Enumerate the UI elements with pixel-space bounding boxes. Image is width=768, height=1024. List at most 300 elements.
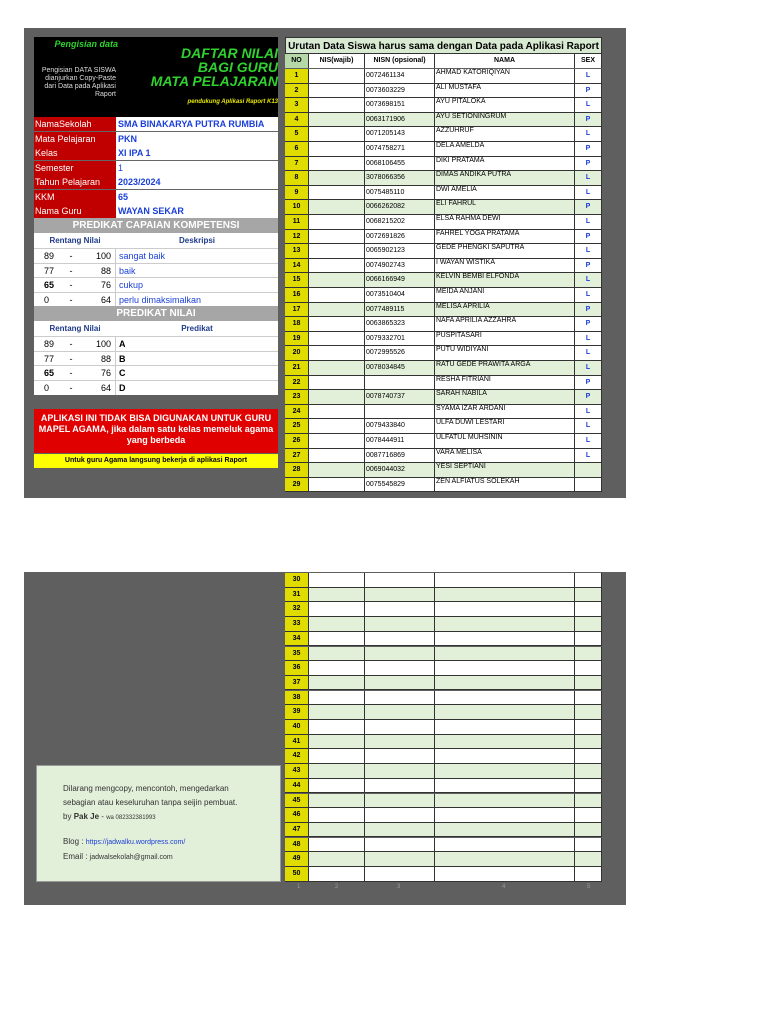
range-row <box>34 336 278 351</box>
range-text[interactable]: C <box>119 368 126 378</box>
range-low[interactable]: 77 <box>44 265 55 276</box>
nis-cell[interactable] <box>309 617 365 631</box>
row-number: 25 <box>285 419 309 433</box>
notice-email: Email : jadwalsekolah@gmail.com <box>63 852 173 861</box>
nis-cell[interactable] <box>309 749 365 763</box>
nama-cell[interactable] <box>435 647 575 661</box>
nis-cell[interactable] <box>309 98 365 112</box>
info-value[interactable]: PKN <box>116 132 278 146</box>
range-text[interactable]: B <box>119 353 126 364</box>
nisn-cell[interactable]: 3078066356 <box>365 171 435 185</box>
table-row <box>285 157 602 172</box>
sex-cell[interactable] <box>575 691 602 705</box>
nisn-cell[interactable]: 0079332701 <box>365 332 435 346</box>
nama-cell[interactable] <box>435 705 575 719</box>
sex-cell[interactable] <box>575 720 602 734</box>
nama-cell[interactable]: VARA MELISA <box>435 449 575 463</box>
nis-cell[interactable] <box>309 647 365 661</box>
table-row <box>285 419 602 434</box>
sex-cell[interactable]: P <box>575 230 602 244</box>
nisn-cell[interactable]: 0069044032 <box>365 463 435 477</box>
nama-cell[interactable]: FAHREL YOGA PRATAMA <box>435 230 575 244</box>
range-high[interactable]: 64 <box>80 381 116 395</box>
table-row <box>285 98 602 113</box>
sex-cell[interactable] <box>575 749 602 763</box>
nisn-cell[interactable] <box>365 779 435 793</box>
nama-cell[interactable]: ZEN ALFIATUS SOLEKAH <box>435 478 575 492</box>
nisn-cell[interactable]: 0073603229 <box>365 84 435 98</box>
nama-cell[interactable]: KELVIN BEMBI ELFONDA <box>435 273 575 287</box>
table-row <box>285 288 602 303</box>
nis-cell[interactable] <box>309 852 365 866</box>
nama-cell[interactable]: DELA AMELDA <box>435 142 575 156</box>
sex-cell[interactable]: L <box>575 346 602 360</box>
nis-cell[interactable] <box>309 808 365 822</box>
range-high[interactable]: 100 <box>80 337 116 351</box>
nis-cell[interactable] <box>309 434 365 448</box>
nisn-cell[interactable] <box>365 602 435 616</box>
sex-cell[interactable]: P <box>575 317 602 331</box>
nis-cell[interactable] <box>309 215 365 229</box>
nama-cell[interactable] <box>435 602 575 616</box>
range-dash: - <box>69 280 73 290</box>
row-number: 34 <box>285 632 309 646</box>
sex-cell[interactable]: P <box>575 303 602 317</box>
nisn-cell[interactable] <box>365 867 435 881</box>
nis-cell[interactable] <box>309 142 365 156</box>
range-row <box>34 365 278 380</box>
nisn-cell[interactable] <box>365 632 435 646</box>
table-row <box>285 449 602 464</box>
nis-cell[interactable] <box>309 794 365 808</box>
row-number: 42 <box>285 749 309 763</box>
table-row <box>285 361 602 376</box>
nama-cell[interactable]: SARAH NABILA <box>435 390 575 404</box>
nis-cell[interactable] <box>309 779 365 793</box>
subtitle: pendukung Aplikasi Raport K13 <box>187 99 278 105</box>
nama-cell[interactable] <box>435 661 575 675</box>
sex-cell[interactable] <box>575 735 602 749</box>
sex-cell[interactable]: P <box>575 390 602 404</box>
nis-cell[interactable] <box>309 449 365 463</box>
nis-cell[interactable] <box>309 186 365 200</box>
sex-cell[interactable] <box>575 794 602 808</box>
table-row <box>285 127 602 142</box>
nis-cell[interactable] <box>309 867 365 881</box>
nis-cell[interactable] <box>309 405 365 419</box>
row-number: 29 <box>285 478 309 492</box>
info-value[interactable]: XI IPA 1 <box>116 146 278 160</box>
nis-cell[interactable] <box>309 69 365 83</box>
nis-cell[interactable] <box>309 419 365 433</box>
nisn-cell[interactable] <box>365 794 435 808</box>
nisn-cell[interactable]: 0079433840 <box>365 419 435 433</box>
sex-cell[interactable] <box>575 647 602 661</box>
sex-cell[interactable]: L <box>575 186 602 200</box>
nama-cell[interactable]: RATU GEDE PRAWITA ARGA <box>435 361 575 375</box>
nisn-cell[interactable] <box>365 647 435 661</box>
sex-cell[interactable] <box>575 676 602 690</box>
sex-cell[interactable]: L <box>575 288 602 302</box>
nisn-cell[interactable]: 0074902743 <box>365 259 435 273</box>
sex-cell[interactable] <box>575 661 602 675</box>
table-row <box>285 171 602 186</box>
agama-note: Untuk guru Agama langsung bekerja di aplikasi Raport <box>34 454 278 468</box>
row-number: 15 <box>285 273 309 287</box>
range-text[interactable]: baik <box>119 265 136 276</box>
row-number: 37 <box>285 676 309 690</box>
title-line-1: DAFTAR NILAI <box>181 45 278 61</box>
predikat-subhead <box>34 321 278 336</box>
nama-cell[interactable]: YESI SEPTIANI <box>435 463 575 477</box>
sex-cell[interactable] <box>575 852 602 866</box>
nis-cell[interactable] <box>309 317 365 331</box>
nama-cell[interactable] <box>435 617 575 631</box>
nis-cell[interactable] <box>309 361 365 375</box>
fill-title: Pengisian data <box>54 39 118 49</box>
sex-cell[interactable] <box>575 779 602 793</box>
nis-cell[interactable] <box>309 127 365 141</box>
sheet-bottom <box>24 572 626 905</box>
range-low[interactable]: 0 <box>44 294 50 305</box>
nama-cell[interactable]: MEIDA ANJANI <box>435 288 575 302</box>
nama-cell[interactable]: ALI MUSTAFA <box>435 84 575 98</box>
sex-cell[interactable]: L <box>575 449 602 463</box>
nisn-cell[interactable]: 0074758271 <box>365 142 435 156</box>
info-value[interactable]: 1 <box>116 161 278 175</box>
table-row <box>285 852 602 867</box>
info-row <box>34 132 278 147</box>
nis-cell[interactable] <box>309 691 365 705</box>
nisn-cell[interactable] <box>365 705 435 719</box>
table-row <box>285 346 602 361</box>
nis-cell[interactable] <box>309 376 365 390</box>
nis-cell[interactable] <box>309 390 365 404</box>
copyright-notice <box>36 765 281 882</box>
nisn-cell[interactable]: 0075545829 <box>365 478 435 492</box>
nis-cell[interactable] <box>309 602 365 616</box>
header-no: NO <box>285 54 309 68</box>
nama-cell[interactable]: PUTU WIDIYANI <box>435 346 575 360</box>
nisn-cell[interactable]: 0066166949 <box>365 273 435 287</box>
table-row <box>285 764 602 779</box>
nisn-cell[interactable]: 0068215202 <box>365 215 435 229</box>
nama-cell[interactable] <box>435 852 575 866</box>
nama-cell[interactable]: ELSA RAHMA DEWI <box>435 215 575 229</box>
sex-cell[interactable] <box>575 705 602 719</box>
nisn-cell[interactable] <box>365 676 435 690</box>
nama-cell[interactable]: SYAMA IZAR ARDANI <box>435 405 575 419</box>
sex-cell[interactable]: P <box>575 200 602 214</box>
col-predikat: Predikat <box>181 324 213 333</box>
range-high[interactable]: 76 <box>80 278 116 292</box>
nama-cell[interactable] <box>435 823 575 837</box>
sex-cell[interactable] <box>575 478 602 492</box>
nama-cell[interactable]: ELI FAHRUL <box>435 200 575 214</box>
nama-cell[interactable] <box>435 867 575 881</box>
range-row <box>34 292 278 307</box>
nisn-cell[interactable] <box>365 588 435 602</box>
nisn-cell[interactable]: 0078034845 <box>365 361 435 375</box>
info-value[interactable]: WAYAN SEKAR <box>116 204 278 218</box>
nama-cell[interactable]: DIKI PRATAMA <box>435 157 575 171</box>
nama-cell[interactable]: GEDE PHENGKI SAPUTRA <box>435 244 575 258</box>
nama-cell[interactable] <box>435 794 575 808</box>
nisn-cell[interactable]: 0078740737 <box>365 390 435 404</box>
sex-cell[interactable] <box>575 602 602 616</box>
row-number: 16 <box>285 288 309 302</box>
nis-cell[interactable] <box>309 676 365 690</box>
nisn-cell[interactable] <box>365 852 435 866</box>
sex-cell[interactable] <box>575 588 602 602</box>
range-high[interactable]: 76 <box>80 366 116 380</box>
row-number: 23 <box>285 390 309 404</box>
nama-cell[interactable]: AZZUHRUF <box>435 127 575 141</box>
sex-cell[interactable]: L <box>575 434 602 448</box>
header-sex: SEX <box>575 54 602 68</box>
nis-cell[interactable] <box>309 573 365 587</box>
nis-cell[interactable] <box>309 303 365 317</box>
sex-cell[interactable] <box>575 823 602 837</box>
sex-cell[interactable]: L <box>575 69 602 83</box>
sex-cell[interactable]: P <box>575 142 602 156</box>
nisn-cell[interactable]: 0071205143 <box>365 127 435 141</box>
nama-cell[interactable]: DIMAS ANDIKA PUTRA <box>435 171 575 185</box>
nis-cell[interactable] <box>309 230 365 244</box>
nama-cell[interactable]: AHMAD KATORIQIYAN <box>435 69 575 83</box>
table-row <box>285 823 602 838</box>
range-low[interactable]: 65 <box>44 280 55 290</box>
sex-cell[interactable]: L <box>575 273 602 287</box>
nisn-cell[interactable] <box>365 749 435 763</box>
sex-cell[interactable]: L <box>575 127 602 141</box>
sex-cell[interactable]: L <box>575 171 602 185</box>
range-row <box>34 380 278 395</box>
nama-cell[interactable] <box>435 588 575 602</box>
nama-cell[interactable] <box>435 779 575 793</box>
range-row <box>34 263 278 278</box>
nis-cell[interactable] <box>309 259 365 273</box>
nis-cell[interactable] <box>309 273 365 287</box>
nisn-cell[interactable]: 0077489115 <box>365 303 435 317</box>
sex-cell[interactable] <box>575 573 602 587</box>
nama-cell[interactable]: I WAYAN WISTIKA <box>435 259 575 273</box>
nis-cell[interactable] <box>309 346 365 360</box>
nama-cell[interactable]: ULFATUL MUHSININ <box>435 434 575 448</box>
nisn-cell[interactable]: 0073698151 <box>365 98 435 112</box>
range-text[interactable]: cukup <box>119 280 144 290</box>
nama-cell[interactable]: AYU SETIONINGRUM <box>435 113 575 127</box>
sex-cell[interactable]: L <box>575 419 602 433</box>
range-low[interactable]: 0 <box>44 382 50 393</box>
nisn-cell[interactable]: 0066262082 <box>365 200 435 214</box>
range-low[interactable]: 89 <box>44 251 55 261</box>
range-text[interactable]: sangat baik <box>119 251 166 261</box>
nisn-cell[interactable]: 0087716869 <box>365 449 435 463</box>
nisn-cell[interactable]: 0063171906 <box>365 113 435 127</box>
row-number: 5 <box>285 127 309 141</box>
nisn-cell[interactable] <box>365 764 435 778</box>
nis-cell[interactable] <box>309 113 365 127</box>
blog-link[interactable]: https://jadwalku.wordpress.com/ <box>85 839 186 846</box>
sex-cell[interactable] <box>575 764 602 778</box>
table-row <box>285 720 602 735</box>
row-number: 44 <box>285 779 309 793</box>
range-high[interactable]: 88 <box>80 352 116 366</box>
range-text[interactable]: A <box>119 339 126 349</box>
range-low[interactable]: 89 <box>44 339 55 349</box>
nis-cell[interactable] <box>309 463 365 477</box>
nis-cell[interactable] <box>309 588 365 602</box>
range-high[interactable]: 88 <box>80 264 116 278</box>
sex-cell[interactable]: L <box>575 332 602 346</box>
nisn-cell[interactable] <box>365 823 435 837</box>
nama-cell[interactable] <box>435 838 575 852</box>
nis-cell[interactable] <box>309 735 365 749</box>
nama-cell[interactable] <box>435 691 575 705</box>
sex-cell[interactable]: L <box>575 361 602 375</box>
email-link[interactable]: jadwalsekolah@gmail.com <box>89 854 173 861</box>
table-row <box>285 142 602 157</box>
nama-cell[interactable] <box>435 749 575 763</box>
nisn-cell[interactable] <box>365 735 435 749</box>
info-value[interactable]: SMA BINAKARYA PUTRA RUMBIA <box>116 117 278 131</box>
nisn-cell[interactable]: 0072995526 <box>365 346 435 360</box>
nama-cell[interactable] <box>435 735 575 749</box>
row-number: 46 <box>285 808 309 822</box>
table-row <box>285 779 602 794</box>
sex-cell[interactable]: P <box>575 376 602 390</box>
range-text[interactable]: perlu dimaksimalkan <box>119 294 202 305</box>
table-row <box>285 405 602 420</box>
sex-cell[interactable]: L <box>575 98 602 112</box>
nisn-cell[interactable] <box>365 808 435 822</box>
nis-cell[interactable] <box>309 244 365 258</box>
row-number: 35 <box>285 647 309 661</box>
nama-cell[interactable] <box>435 720 575 734</box>
nisn-cell[interactable]: 0063865323 <box>365 317 435 331</box>
nis-cell[interactable] <box>309 661 365 675</box>
sex-cell[interactable]: P <box>575 84 602 98</box>
nis-cell[interactable] <box>309 720 365 734</box>
sex-cell[interactable]: L <box>575 215 602 229</box>
nisn-cell[interactable] <box>365 376 435 390</box>
nisn-cell[interactable]: 0073510404 <box>365 288 435 302</box>
nisn-cell[interactable] <box>365 573 435 587</box>
range-low[interactable]: 77 <box>44 353 55 364</box>
nama-cell[interactable] <box>435 632 575 646</box>
range-high[interactable]: 100 <box>80 249 116 263</box>
nisn-cell[interactable] <box>365 405 435 419</box>
sex-cell[interactable] <box>575 808 602 822</box>
sex-cell[interactable] <box>575 463 602 477</box>
sex-cell[interactable]: P <box>575 113 602 127</box>
sex-cell[interactable] <box>575 838 602 852</box>
range-low[interactable]: 65 <box>44 368 55 378</box>
row-number: 22 <box>285 376 309 390</box>
nama-cell[interactable]: DWI AMELIA <box>435 186 575 200</box>
nama-cell[interactable] <box>435 808 575 822</box>
info-value[interactable]: 65 <box>116 190 278 204</box>
info-row <box>34 161 278 176</box>
nis-cell[interactable] <box>309 157 365 171</box>
nisn-cell[interactable]: 0072461134 <box>365 69 435 83</box>
range-dash: - <box>69 368 73 378</box>
row-number: 19 <box>285 332 309 346</box>
nama-cell[interactable] <box>435 573 575 587</box>
nisn-cell[interactable]: 0078444911 <box>365 434 435 448</box>
nisn-cell[interactable] <box>365 661 435 675</box>
nis-cell[interactable] <box>309 478 365 492</box>
row-number: 36 <box>285 661 309 675</box>
table-row <box>285 749 602 764</box>
nis-cell[interactable] <box>309 288 365 302</box>
main-title <box>122 46 278 88</box>
table-row <box>285 478 602 493</box>
nis-cell[interactable] <box>309 838 365 852</box>
table-row <box>285 186 602 201</box>
sex-cell[interactable]: P <box>575 157 602 171</box>
column-number: 3 <box>397 884 401 890</box>
nis-cell[interactable] <box>309 764 365 778</box>
nisn-cell[interactable]: 0065902123 <box>365 244 435 258</box>
table-row <box>285 434 602 449</box>
nisn-cell[interactable] <box>365 720 435 734</box>
table-row <box>285 113 602 128</box>
range-text[interactable]: D <box>119 382 126 393</box>
nisn-cell[interactable] <box>365 838 435 852</box>
nis-cell[interactable] <box>309 632 365 646</box>
row-number: 2 <box>285 84 309 98</box>
nis-cell[interactable] <box>309 332 365 346</box>
range-high[interactable]: 64 <box>80 293 116 307</box>
nis-cell[interactable] <box>309 171 365 185</box>
range-dash: - <box>69 251 73 261</box>
nis-cell[interactable] <box>309 823 365 837</box>
col-rentang: Rentang Nilai <box>49 324 101 333</box>
nis-cell[interactable] <box>309 84 365 98</box>
nisn-cell[interactable] <box>365 617 435 631</box>
sex-cell[interactable] <box>575 632 602 646</box>
nisn-cell[interactable]: 0072691826 <box>365 230 435 244</box>
sex-cell[interactable] <box>575 617 602 631</box>
nama-cell[interactable] <box>435 764 575 778</box>
nis-cell[interactable] <box>309 705 365 719</box>
nisn-cell[interactable] <box>365 691 435 705</box>
nisn-cell[interactable]: 0075485110 <box>365 186 435 200</box>
nama-cell[interactable]: MELISA APRILIA <box>435 303 575 317</box>
nama-cell[interactable]: RESHA FITRIANI <box>435 376 575 390</box>
info-key: Nama Guru <box>34 204 116 218</box>
nama-cell[interactable]: PUSPITASARI <box>435 332 575 346</box>
sex-cell[interactable]: P <box>575 259 602 273</box>
row-number: 50 <box>285 867 309 881</box>
nisn-cell[interactable]: 0068106455 <box>365 157 435 171</box>
info-value[interactable]: 2023/2024 <box>116 175 278 189</box>
sex-cell[interactable]: L <box>575 244 602 258</box>
sex-cell[interactable] <box>575 867 602 881</box>
row-number: 32 <box>285 602 309 616</box>
row-number: 4 <box>285 113 309 127</box>
nama-cell[interactable]: ULFA DUWI LESTARI <box>435 419 575 433</box>
nama-cell[interactable]: AYU PITALOKA <box>435 98 575 112</box>
nis-cell[interactable] <box>309 200 365 214</box>
nama-cell[interactable] <box>435 676 575 690</box>
row-number: 49 <box>285 852 309 866</box>
sex-cell[interactable]: L <box>575 405 602 419</box>
nama-cell[interactable]: NAFA APRILIA AZZAHRA <box>435 317 575 331</box>
table-row <box>285 332 602 347</box>
